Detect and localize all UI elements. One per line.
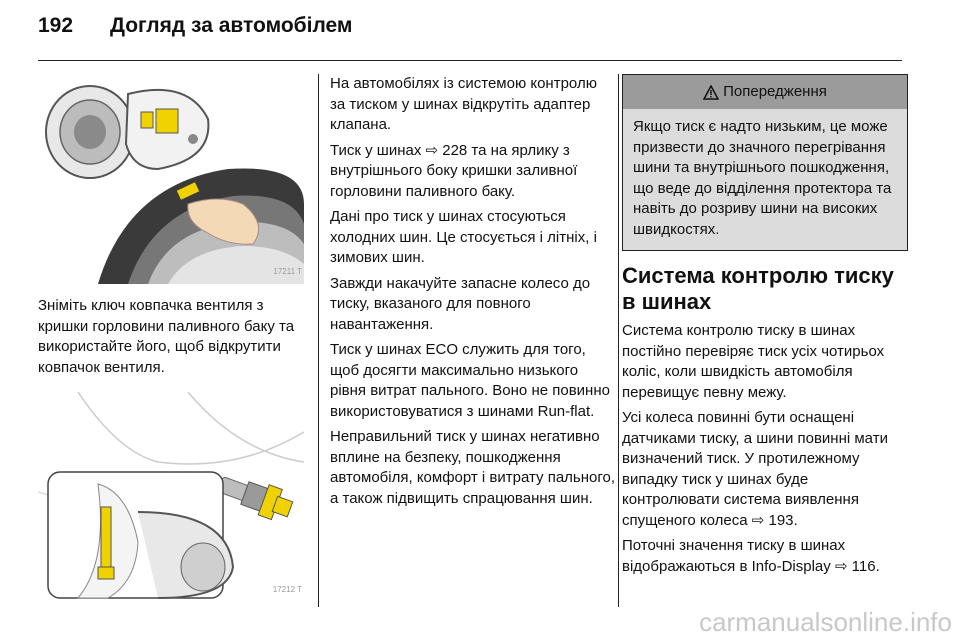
figure-code: 17211 T [273,266,302,276]
warning-triangle-icon [703,85,719,100]
column-right [622,74,908,582]
paragraph: Поточні значення тиску в шинах відображаються в Info-Display ⇨ 116. [622,537,880,575]
warning-title: Попередження [723,82,827,100]
column-left [38,74,304,602]
figure-valve-adapter [38,392,304,602]
paragraph: Система контролю тиску в шинах постійно перевіряє тиск усіх чотирьох коліс, коли швидкість автомобіля перевищує певну межу. [622,322,885,401]
paragraph: Тиск у шинах ⇨ 228 та на ярлику з внутрішнього боку кришки заливної горловини паливного баку. [330,141,578,200]
paragraph: Завжди накачуйте запасне колесо до тиску, вказаного для повного навантаження. [330,274,591,333]
paragraph: На автомобілях із системою контролю за тиском у шинах відкрутіть адаптер клапана. [330,75,597,133]
figure-fuel-flap-key [38,74,304,284]
watermark: carmanualsonline.info [699,607,952,637]
page-number: 192 [38,14,74,37]
warning-header [623,75,907,109]
warning-text: Якщо тиск є надто низьким, це може призвести до значного перегрівання шини та внутрішнього пошкодження, що веде до відділення протектора та навіть до розриву шини на високих швидкостях. [623,109,907,250]
column-divider [318,74,319,607]
section-heading: Система контролю тиску в шинах [622,263,894,314]
paragraph: Дані про тиск у шинах стосуються холодних шин. Це стосується і літніх, і зимових шин. [330,208,597,266]
paragraph: Неправильний тиск у шинах негативно вплине на безпеку, пошкодження автомобіля, комфорт і витрату пального, а також підвищить спрацювання шин. [330,428,616,507]
header-rule [38,60,902,61]
column-divider [618,74,619,607]
page-header [38,14,922,54]
figure-code: 17212 T [272,584,302,594]
figure-caption: Зніміть ключ ковпачка вентиля з кришки горловини паливного баку та використайте його, щоб відкрутити ковпачок вентиля. [38,297,295,376]
column-middle [330,74,616,514]
page-title: Догляд за автомобілем [110,14,353,37]
warning-box [622,74,908,251]
paragraph: Усі колеса повинні бути оснащені датчиками тиску, а шини повинні мати визначений тиск. У протилежному випадку тиск у шинах буде контролювати система виявлення спущеного колеса ⇨ 193. [622,409,888,529]
paragraph: Тиск у шинах ECO служить для того, щоб досягти максимально низького рівня витрат пального. Воно не повинно використовуватися з шинами Run-flat. [330,341,610,420]
